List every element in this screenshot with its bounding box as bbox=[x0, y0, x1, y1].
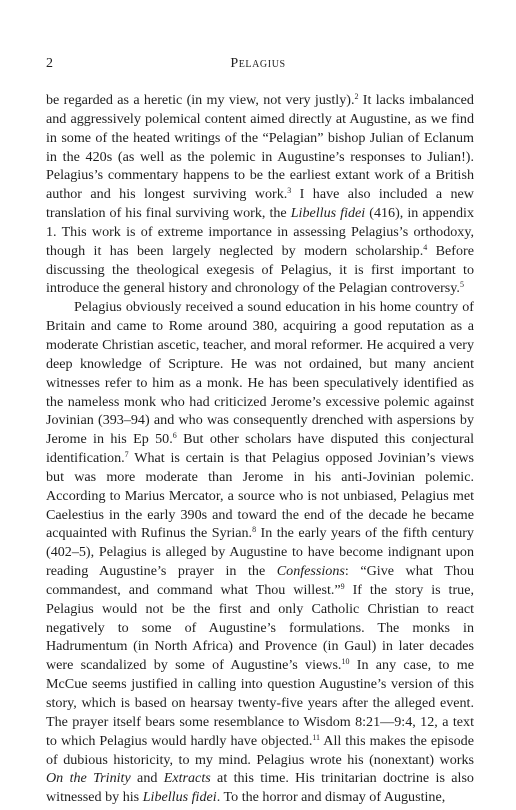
italic-title: Confessions bbox=[276, 563, 345, 580]
footnote-marker: 2 bbox=[354, 92, 359, 101]
footnote-marker: 8 bbox=[252, 525, 257, 535]
paragraph bbox=[46, 91, 474, 298]
text-run: Before discussing the theological exegesis of Pelagius, it is first important to introduce the general history and chronology of the Pelagian controversy. bbox=[46, 242, 474, 297]
running-head bbox=[46, 56, 470, 74]
footnote-marker: 4 bbox=[423, 242, 428, 252]
italic-title: On the Trinity bbox=[46, 770, 131, 787]
italic-title: Extracts bbox=[163, 770, 211, 787]
footnote-marker: 7 bbox=[124, 450, 129, 460]
text-run: All this makes the episode of dubious historicity, to my mind. Pelagius wrote his (nonextant) works bbox=[46, 732, 474, 768]
footnote-marker: 10 bbox=[341, 657, 350, 667]
text-run: I have also included a new translation of his final surviving work, the bbox=[46, 186, 474, 222]
footnote-marker: 11 bbox=[312, 732, 321, 742]
running-title: Pelagius bbox=[230, 56, 286, 71]
text-run: and bbox=[130, 770, 164, 787]
footnote-marker: 9 bbox=[340, 581, 345, 591]
italic-title: Libellus fidei bbox=[142, 789, 217, 806]
text-run: : “Give what Thou commandest, and command what Thou willest.” bbox=[46, 563, 475, 598]
text-run: (416), in appendix 1. This work is of extreme importance in assessing Pelagius’s orthodoxy, though it has been largely neglected by modern scholarship. bbox=[46, 205, 474, 259]
body-text bbox=[46, 91, 474, 807]
text-run: at this time. His trinitarian doctrine is also witnessed by his bbox=[46, 770, 474, 806]
text-run: Pelagius obviously received a sound education in his home country of Britain and came to Rome around 380, acquiring a good reputation as a moderate Christian ascetic, teacher, and moral reformer. He acquired a very deep knowledge of Scripture. He was not ordained, but many ancient witnesses refer to him as a monk. He has been speculatively identified as the nameless monk who had criticized Jerome’s excessive polemic against Jovinian (393–94) and who was consequently drenched with aspersions by Jerome in his Ep 50. bbox=[46, 299, 474, 448]
text-run: In any case, to me McCue seems justified in calling into question Augustine’s version of this story, which is based on hearsay twenty-five years after the alleged event. The prayer itself bears some resemblance to Wisdom 8:21—9:4, 12, a text to which Pelagius would hardly have objected. bbox=[46, 657, 474, 749]
footnote-marker: 3 bbox=[287, 186, 292, 196]
footnote-marker: 6 bbox=[172, 431, 177, 441]
text-run: . To the horror and dismay of Augustine, bbox=[216, 789, 446, 806]
text-run: In the early years of the fifth century (402–5), Pelagius is alleged by Augustine to have become indignant upon reading Augustine’s prayer in the bbox=[46, 525, 474, 580]
page-number: 2 bbox=[46, 56, 54, 71]
paragraph bbox=[46, 298, 474, 807]
footnote-marker: 5 bbox=[459, 280, 464, 290]
text-run: If the story is true, Pelagius would not be the first and only Catholic Christian to react negatively to some of Augustine’s formulations. The monks in Hadrumentum (in North Africa) and Provence (in Gaul) in later decades were scandalized by some of Augustine’s views. bbox=[46, 581, 474, 674]
text-run: It lacks imbalanced and aggressively polemical content aimed directly at Augustine, as we find in some of the heated writings of the “Pelagian” bishop Julian of Eclanum in the 420s (as well as the polemic in Augustine’s responses to Julian!). Pelagius’s commentary happens to be the earliest extant work of a British author and his longest surviving work. bbox=[46, 92, 474, 203]
italic-title: Libellus fidei bbox=[290, 205, 366, 222]
text-run: be regarded as a heretic (in my view, not very justly). bbox=[46, 92, 355, 108]
text-run: But other scholars have disputed this conjectural identification. bbox=[46, 431, 475, 467]
text-run: What is certain is that Pelagius opposed Jovinian’s views but was more moderate than Jerome in his anti-Jovinian polemic. According to Marius Mercator, a source who is not unbiased, Pelagius met Caelestius in the early 390s and toward the end of the decade he became acquainted with Rufinus the Syrian. bbox=[46, 450, 474, 542]
